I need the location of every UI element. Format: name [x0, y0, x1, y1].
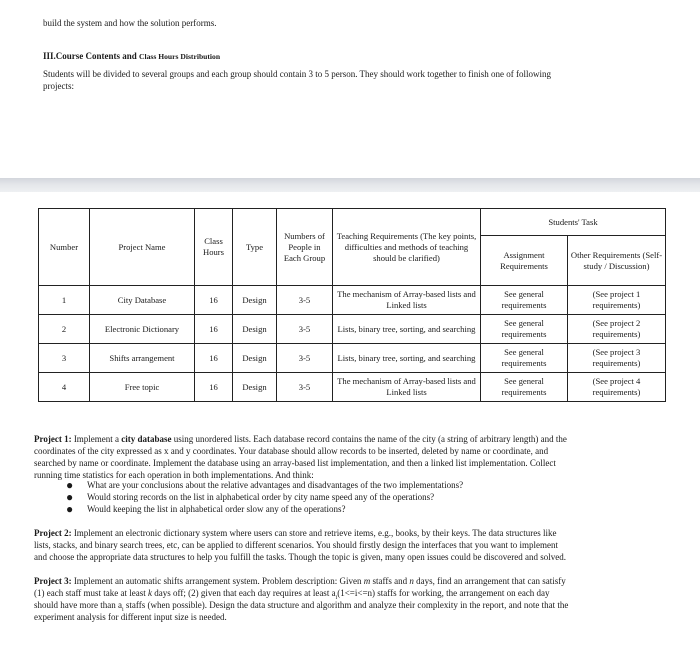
cell-assignment: See general requirements [481, 315, 568, 344]
cell-hours: 16 [195, 286, 233, 315]
section-heading [43, 50, 220, 64]
cell-teaching: The mechanism of Array-based lists and Linked lists [333, 286, 481, 315]
project1-emphasis: city database [121, 434, 172, 444]
project1-label: Project 1: [34, 434, 72, 444]
project3-var: n [409, 576, 414, 586]
bullet-icon: ● [66, 502, 74, 516]
cell-other: (See project 4 requirements) [568, 373, 666, 402]
list-item: What are your conclusions about the relative advantages and disadvantages of the two implementations? [87, 480, 464, 490]
cell-number: 4 [39, 373, 90, 402]
cell-teaching: The mechanism of Array-based lists and Linked lists [333, 373, 481, 402]
cell-number: 2 [39, 315, 90, 344]
cell-assignment: See general requirements [481, 286, 568, 315]
project3-text: days off; (2) given that each day requires at least a [152, 588, 336, 598]
project3-text: (1) each staff must take at least [34, 588, 149, 598]
project3-var: k [148, 588, 153, 598]
project1-text: using unordered lists. Each database record contains the name of the city (a string of arbitrary length) and the [171, 434, 567, 444]
list-item: Would storing records on the list in alphabetical order by city name speed any of the operations? [87, 492, 435, 502]
cell-number: 1 [39, 286, 90, 315]
project3-subscript: i [121, 606, 124, 613]
project3-text: should have more than a [34, 600, 122, 610]
cell-assignment: See general requirements [481, 373, 568, 402]
project1-line: searched by name or coordinate. Implement the database using an array-based list implementation, and then a linked list implementation. Collect [34, 458, 556, 468]
cell-people: 3-5 [277, 344, 333, 373]
header-students-task: Students' Task [481, 209, 666, 236]
section-heading-prefix: III.Course Contents and [43, 51, 140, 61]
header-number: Number [39, 209, 90, 286]
cell-other: (See project 2 requirements) [568, 315, 666, 344]
project3-label: Project 3: [34, 576, 72, 586]
project3-line [34, 575, 566, 588]
body-text-line: build the system and how the solution performs. [43, 18, 217, 28]
cell-teaching: Lists, binary tree, sorting, and searching [333, 344, 481, 373]
project3-text: Implement an automatic shifts arrangement system. Problem description: Given [71, 576, 364, 586]
header-teaching: Teaching Requirements (The key points, difficulties and methods of teaching should be clarified) [333, 209, 481, 286]
project2-line: lists, stacks, and binary search trees, etc, can be applied to different scenarios. You should firstly design the interfaces that you want to implement [34, 540, 558, 550]
project1-line [34, 433, 567, 446]
cell-name: Electronic Dictionary [90, 315, 195, 344]
cell-type: Design [233, 286, 277, 315]
project2-line: and choose the appropriate data structures to help you fulfill the tasks. Though the topic is given, many open issues could be discovered and solved. [34, 552, 566, 562]
header-project-name: Project Name [90, 209, 195, 286]
project2-line [34, 527, 557, 540]
cell-people: 3-5 [277, 373, 333, 402]
project1-line: coordinates of the city expressed as x and y coordinates. Your database should allow records to be inserted, deleted by name or coordinate, and [34, 446, 549, 456]
table-row [39, 286, 666, 315]
project3-text: staffs and [370, 576, 410, 586]
table-row [39, 373, 666, 402]
cell-name: Shifts arrangement [90, 344, 195, 373]
header-type: Type [233, 209, 277, 286]
header-people: Numbers of People in Each Group [277, 209, 333, 286]
cell-type: Design [233, 373, 277, 402]
cell-hours: 16 [195, 373, 233, 402]
page-separator [0, 178, 700, 192]
intro-line: Students will be divided to several groups and each group should contain 3 to 5 person. They should work together to finish one of following [43, 69, 551, 79]
project3-line: experiment analysis for different input size is needed. [34, 612, 227, 622]
project1-text: Implement a [71, 434, 122, 444]
cell-other: (See project 1 requirements) [568, 286, 666, 315]
cell-type: Design [233, 344, 277, 373]
cell-name: Free topic [90, 373, 195, 402]
cell-type: Design [233, 315, 277, 344]
header-class-hours: Class Hours [195, 209, 233, 286]
intro-line: projects: [43, 81, 74, 91]
table-row [39, 315, 666, 344]
cell-other: (See project 3 requirements) [568, 344, 666, 373]
project3-text: staffs (when possible). Design the data structure and algorithm and analyze their complexity in the report, and note that the [123, 600, 569, 610]
cell-assignment: See general requirements [481, 344, 568, 373]
project1-line: running time statistics for each operation in both implementations. And think: [34, 470, 314, 480]
cell-hours: 16 [195, 344, 233, 373]
cell-name: City Database [90, 286, 195, 315]
project3-text: (1<=i<=n) staffs for working, the arrangement on each day [337, 588, 550, 598]
cell-teaching: Lists, binary tree, sorting, and searching [333, 315, 481, 344]
list-item: Would keeping the list in alphabetical order slow any of the operations? [87, 504, 346, 514]
cell-people: 3-5 [277, 315, 333, 344]
project2-label: Project 2: [34, 528, 72, 538]
cell-number: 3 [39, 344, 90, 373]
table-row [39, 344, 666, 373]
header-assignment: Assignment Requirements [481, 236, 568, 286]
project2-text: Implement an electronic dictionary system where users can store and retrieve items, e.g., books, by their keys. The data structures like [71, 528, 557, 538]
header-other: Other Requirements (Self-study / Discussion) [568, 236, 666, 286]
bullet-icon: ● [66, 478, 74, 492]
project3-var: m [363, 576, 371, 586]
bullet-icon: ● [66, 490, 74, 504]
cell-hours: 16 [195, 315, 233, 344]
cell-people: 3-5 [277, 286, 333, 315]
section-heading-suffix: Class Hours Distribution [139, 52, 221, 61]
project3-text: days, find an arrangement that can satisfy [413, 576, 566, 586]
project3-subscript: i [335, 594, 338, 601]
course-projects-table [38, 208, 666, 402]
